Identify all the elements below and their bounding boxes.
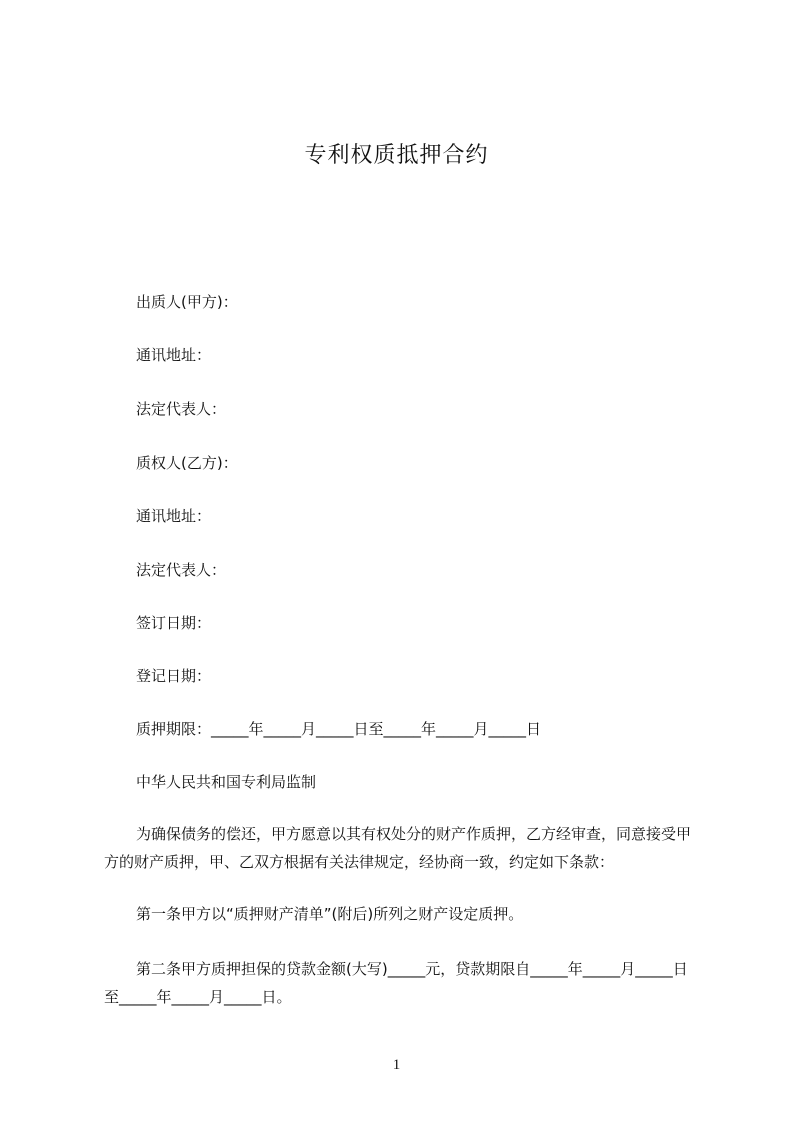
signing-date-field: 签订日期： <box>136 614 212 632</box>
pledgor-address-field: 通讯地址： <box>136 346 212 364</box>
article-2-paragraph: 第二条甲方质押担保的贷款金额(大写)_____元，贷款期限自_____年_____月_____日至_____年_____月_____日。 <box>104 960 688 1006</box>
document-title: 专利权质抵押合约 <box>304 143 489 168</box>
pledgee-field: 质权人(乙方)： <box>136 454 238 472</box>
pledgor-representative-field: 法定代表人： <box>136 400 227 418</box>
pledgee-address-field: 通讯地址： <box>136 507 212 525</box>
pledgee-representative-field: 法定代表人： <box>136 561 227 579</box>
registration-date-field: 登记日期： <box>136 667 212 685</box>
pledge-term-field: 质押期限：_____年_____月_____日至_____年_____月_____日 <box>136 720 542 738</box>
article-1-paragraph: 第一条甲方以“质押财产清单”(附后)所列之财产设定质押。 <box>136 905 524 923</box>
preamble-paragraph: 为确保债务的偿还，甲方愿意以其有权处分的财产作质押，乙方经审查，同意接受甲方的财产质押，甲、乙双方根据有关法律规定，经协商一致，约定如下条款： <box>104 825 692 871</box>
supervisor-line: 中华人民共和国专利局监制 <box>136 773 317 791</box>
pledgor-field: 出质人(甲方)： <box>136 293 238 311</box>
page-number: 1 <box>392 1057 401 1073</box>
